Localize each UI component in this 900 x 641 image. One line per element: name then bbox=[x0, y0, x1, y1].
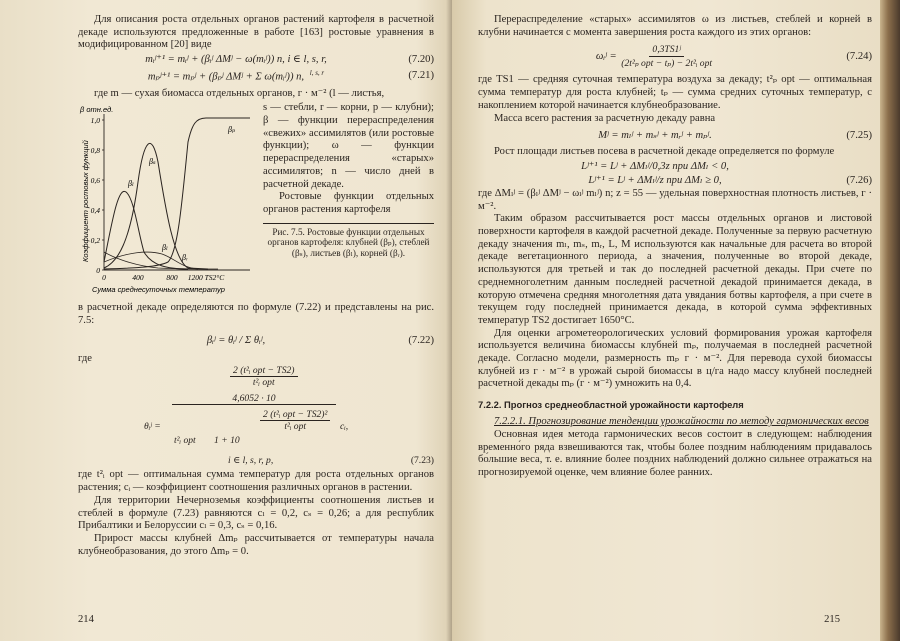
paragraph: Ростовые функции отдельных органов растения картофеля bbox=[263, 191, 434, 215]
y-ticks bbox=[91, 116, 104, 275]
paragraph: Для территории Нечерноземья коэффициенты соотношения листьев и стеблей в формуле (7.23) равняются cₗ = 0,2, cₛ = 0,26; а для республик Прибалтики и Белоруссии cₗ = 0,3, cₛ = 0,16. bbox=[78, 494, 434, 532]
label-beta-l-2: βₗ bbox=[162, 243, 168, 253]
paragraph: Рост площади листьев посева в расчетной декаде определяется по формуле bbox=[494, 146, 835, 158]
equation-body bbox=[478, 43, 832, 70]
x-tick-label: 0 bbox=[102, 273, 106, 283]
paragraph: где bbox=[78, 352, 92, 364]
paragraph: Перераспределение «старых» ассимилятов ω из листьев, стеблей и корней в клубни начинается с момента завершения роста каждого из этих органов: bbox=[478, 14, 872, 38]
y-tick-label: 0,2 bbox=[90, 236, 100, 246]
equation-body: mᵢʲ⁺¹ = mᵢʲ + (βᵢʲ ΔMʲ − ω(mᵢʲ)) n, i ∈ l, s, r, bbox=[145, 54, 327, 66]
equation-7-22 bbox=[78, 334, 434, 347]
one-plus: 1 + 10 bbox=[214, 435, 240, 447]
numerator: 2 (t²ᵢ opt − TS2)² bbox=[260, 409, 330, 421]
denominator: t²ᵢ opt bbox=[252, 377, 275, 389]
equation-number: (7.22) bbox=[408, 334, 434, 346]
paragraph: Основная идея метода гармонических весов состоит в следующем: наблюдения временно́го ряда взвешиваются так, чтобы более поздним наблюдениям придавалось бо́льшие веса, т. е. влияние более поздних наблюдений должно сильнее отражаться на прогнозируемой оценке, чем влияние более ранних. bbox=[478, 428, 872, 478]
x-tick-label: 800 bbox=[166, 273, 178, 283]
fraction bbox=[621, 43, 712, 70]
label-beta-p: βₚ bbox=[228, 125, 236, 135]
paragraph: где t²ᵢ opt — оптимальная сумма температур для роста отдельных органов растения; cᵢ — коэффициент соотношения различных органов в растении. bbox=[78, 469, 434, 494]
x-axis-title: Сумма среднесуточных температур bbox=[92, 285, 225, 295]
figure-7-5 bbox=[78, 102, 260, 296]
theta-lhs: θᵢʲ = bbox=[144, 421, 161, 433]
label-beta-l: βₗ bbox=[128, 179, 134, 189]
figure-block bbox=[78, 102, 434, 296]
equation-number: (7.26) bbox=[846, 174, 872, 186]
t-opt: t²ᵢ opt bbox=[174, 435, 196, 447]
book-edge bbox=[880, 0, 900, 641]
equation-body: βᵢʲ = θᵢʲ / Σ θᵢʲ, bbox=[206, 334, 266, 346]
equation-body: Lʲ⁺¹ = Lʲ + ΔMₗʲ/z при ΔMₗ ≥ 0, bbox=[588, 174, 722, 186]
coefficient-value: 4,6052 · 10 bbox=[232, 393, 276, 405]
equation-text: mₚʲ⁺¹ = mₚʲ + (βₚʲ ΔMʲ + Σ ω(mᵢʲ)) n, bbox=[147, 71, 305, 83]
equation-number: (7.25) bbox=[846, 130, 872, 142]
c-factor: cᵢ, bbox=[340, 421, 349, 433]
paragraph: Масса всего растения за расчетную декаду равна bbox=[494, 112, 716, 124]
equation-7-26b bbox=[478, 174, 872, 187]
page-number: 214 bbox=[78, 614, 94, 625]
x-ticks bbox=[102, 273, 225, 282]
paragraph: в расчетной декаде определяются по формуле (7.22) и представлены на рис. 7.5: bbox=[78, 302, 434, 327]
y-tick-label: 0,8 bbox=[90, 146, 100, 156]
paragraph: Для описания роста отдельных органов растений картофеля в расчетной декаде используются предложенные в работе [163] ростовые уравнения в модифицированном [20] виде bbox=[78, 14, 434, 51]
section-heading: 7.2.2. Прогноз среднеобластной урожайности картофеля bbox=[478, 399, 744, 411]
y-unit-label: β отн.ед. bbox=[80, 105, 114, 115]
equation-7-20 bbox=[78, 53, 434, 66]
y-tick-label: 0 bbox=[96, 266, 100, 276]
page-number: 215 bbox=[824, 614, 840, 625]
equation-lhs: ωᵢʲ = bbox=[595, 51, 617, 63]
curve-tubers bbox=[104, 118, 250, 269]
equation-7-23 bbox=[78, 365, 434, 469]
y-axis-title: Коэффициент ростовых функций bbox=[81, 140, 90, 263]
y-tick-label: 0,4 bbox=[90, 206, 100, 216]
index-set: i ∈ l, s, r, p, bbox=[228, 455, 274, 467]
x-tick-label: 400 bbox=[132, 273, 144, 283]
paragraph: где m — сухая биомасса отдельных органов, г · м⁻² (l — листья, bbox=[94, 87, 385, 99]
paragraph: Таким образом рассчитывается рост массы отдельных органов и листовой поверхности картофеля в каждой расчетной декаде. Полученные за первую расчетную декаду значения mₗ, mₛ, mᵣ, L, M используются как начальные для расчета во второй декаде вегетационного периода, а значения, полученные во второй декаде, используются для третьей и так до последней расчетной декады. При счете по среднемноголетним данным последней расчетной декадой принимается декада, в которую отмечена средняя многолетняя дата увядания ботвы картофеля, а при счете в текущем году последней принимается декада, в которой сумма эффективных температур TS2 достигает 1650°C. bbox=[478, 213, 872, 326]
denominator: (2t²ₚ opt − tₚ) − 2t²ᵢ opt bbox=[621, 58, 713, 70]
y-tick-label: 0,6 bbox=[90, 176, 100, 186]
growth-functions-chart bbox=[78, 102, 260, 296]
paragraph: Прирост массы клубней Δmₚ рассчитывается от температуры начала клубнеобразования, до этого Δmₚ = 0. bbox=[78, 532, 434, 557]
equation-7-25 bbox=[478, 129, 872, 142]
figure-caption: Рис. 7.5. Ростовые функции отдельных органов картофеля: клубней (βₚ), стеблей (βₛ), листьев (βₗ), корней (βᵣ). bbox=[263, 223, 434, 259]
subsection-heading: 7.2.2.1. Прогнозирование тенденции урожайности по методу гармонических весов bbox=[494, 416, 869, 428]
curve-stems bbox=[104, 144, 208, 270]
label-beta-r: βᵣ bbox=[182, 253, 188, 263]
fraction-inner bbox=[260, 409, 330, 432]
denominator: t²ᵢ opt bbox=[284, 421, 307, 433]
numerator: 0,3TS1ʲ bbox=[649, 43, 684, 57]
paragraph: где ΔMₗʲ = (βₗʲ ΔMʲ − ωₗʲ mₗʲ) n; z = 55 — удельная поверхностная плотность листьев, г · м⁻². bbox=[478, 187, 872, 212]
equation-number: (7.20) bbox=[408, 54, 434, 66]
curve-leaves-2 bbox=[104, 252, 218, 269]
numerator: 2 (t²ᵢ opt − TS2) bbox=[230, 365, 298, 377]
fraction-top bbox=[230, 365, 298, 388]
y-tick-label: 1,0 bbox=[90, 116, 100, 126]
equation-number: (7.23) bbox=[410, 455, 434, 467]
equation-7-21 bbox=[78, 67, 434, 84]
label-beta-s: βₛ bbox=[149, 157, 156, 167]
equation-7-24 bbox=[478, 43, 872, 70]
coefficient bbox=[172, 393, 336, 405]
figure-side-text bbox=[263, 102, 434, 259]
paragraph: s — стебли, r — корни, p — клубни); β — функции перераспределения «свежих» ассимилятов (или ростовые функции); ω — функции перераспределения «старых» ассимилятов; n — число дней в расчетной декаде. bbox=[263, 102, 434, 190]
x-tick-label: 1200 TS2°C bbox=[187, 273, 225, 283]
equation-number: (7.21) bbox=[408, 69, 434, 81]
equation-body: Mʲ = mₗʲ + mₛʲ + mᵣʲ + mₚʲ. bbox=[598, 130, 712, 142]
equation-number: (7.24) bbox=[846, 51, 872, 63]
equation-body: Lʲ⁺¹ = Lʲ + ΔMₗʲ/0,3z при ΔMₗ < 0, bbox=[581, 160, 729, 172]
equation-7-26a bbox=[478, 160, 872, 173]
paragraph: Для оценки агрометеорологических условий формирования урожая картофеля используется величина биомассы клубней mₚ, получаемая в последней расчетной декаде. Согласно модели, размерность mₚ г · м⁻². Для перевода сухой биомассы клубней из г · м⁻² в урожай сырой биомассы в ц/га надо массу клубней последней расчетной декады mₚ (г · м⁻²) умножить на 0,4. bbox=[478, 327, 872, 390]
paragraph: где TS1 — средняя суточная температура воздуха за декаду; t²ₚ opt — оптимальная сумма температур для роста клубней; tₚ — сумма средних суточных температур, с накоплением которой начинается клубнеобразование. bbox=[478, 74, 872, 111]
right-page bbox=[452, 0, 880, 641]
sum-limits: l, s, r bbox=[309, 69, 325, 78]
equation-body bbox=[78, 67, 394, 84]
